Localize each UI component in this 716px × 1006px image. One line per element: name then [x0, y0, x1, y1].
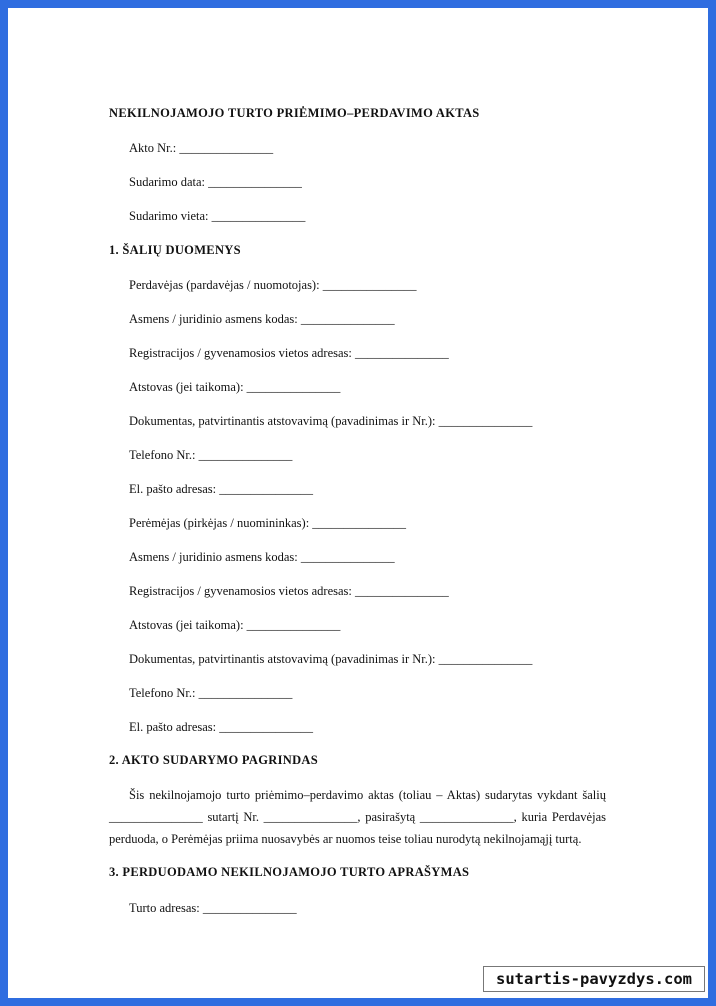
transferor-address-field: Registracijos / gyvenamosios vietos adresas: _______________ [129, 346, 449, 360]
act-number-field: Akto Nr.: _______________ [129, 141, 274, 155]
transferor-phone-field: Telefono Nr.: _______________ [129, 448, 293, 462]
recipient-code-field: Asmens / juridinio asmens kodas: _______________ [129, 550, 395, 564]
section-3-heading: 3. PERDUODAMO NEKILNOJAMOJO TURTO APRAŠYMAS [109, 865, 470, 879]
transferor-email-field: El. pašto adresas: _______________ [129, 482, 314, 496]
transferor-representative-field: Atstovas (jei taikoma): _______________ [129, 380, 341, 394]
recipient-field: Perėmėjas (pirkėjas / nuomininkas): _______________ [129, 516, 407, 530]
recipient-phone-field: Telefono Nr.: _______________ [129, 686, 293, 700]
transferor-field: Perdavėjas (pardavėjas / nuomotojas): _______________ [129, 278, 417, 292]
transferor-code-field: Asmens / juridinio asmens kodas: _______________ [129, 312, 395, 326]
recipient-representation-doc-field: Dokumentas, patvirtinantis atstovavimą (pavadinimas ir Nr.): _______________ [129, 652, 533, 666]
section-1-heading: 1. ŠALIŲ DUOMENYS [109, 243, 241, 257]
section-2-heading: 2. AKTO SUDARYMO PAGRINDAS [109, 753, 318, 767]
document-title: NEKILNOJAMOJO TURTO PRIĖMIMO–PERDAVIMO AKTAS [109, 106, 480, 120]
recipient-representative-field: Atstovas (jei taikoma): _______________ [129, 618, 341, 632]
recipient-address-field: Registracijos / gyvenamosios vietos adresas: _______________ [129, 584, 449, 598]
site-watermark: sutartis-pavyzdys.com [483, 966, 705, 992]
transferor-representation-doc-field: Dokumentas, patvirtinantis atstovavimą (pavadinimas ir Nr.): _______________ [129, 414, 533, 428]
place-field: Sudarimo vieta: _______________ [129, 209, 306, 223]
section-2-paragraph: Šis nekilnojamojo turto priėmimo–perdavimo aktas (toliau – Aktas) sudarytas vykdant šalių _______________ sutartį Nr. _______________, pasirašytą _______________, kuria Perdavėjas perduoda, o Perėmėjas priima nuosavybės ar nuomos teise toliau nurodytą nekilnojamąjį turtą. [109, 788, 606, 846]
recipient-email-field: El. pašto adresas: _______________ [129, 720, 314, 734]
date-field: Sudarimo data: _______________ [129, 175, 302, 189]
property-address-field: Turto adresas: _______________ [129, 901, 297, 915]
